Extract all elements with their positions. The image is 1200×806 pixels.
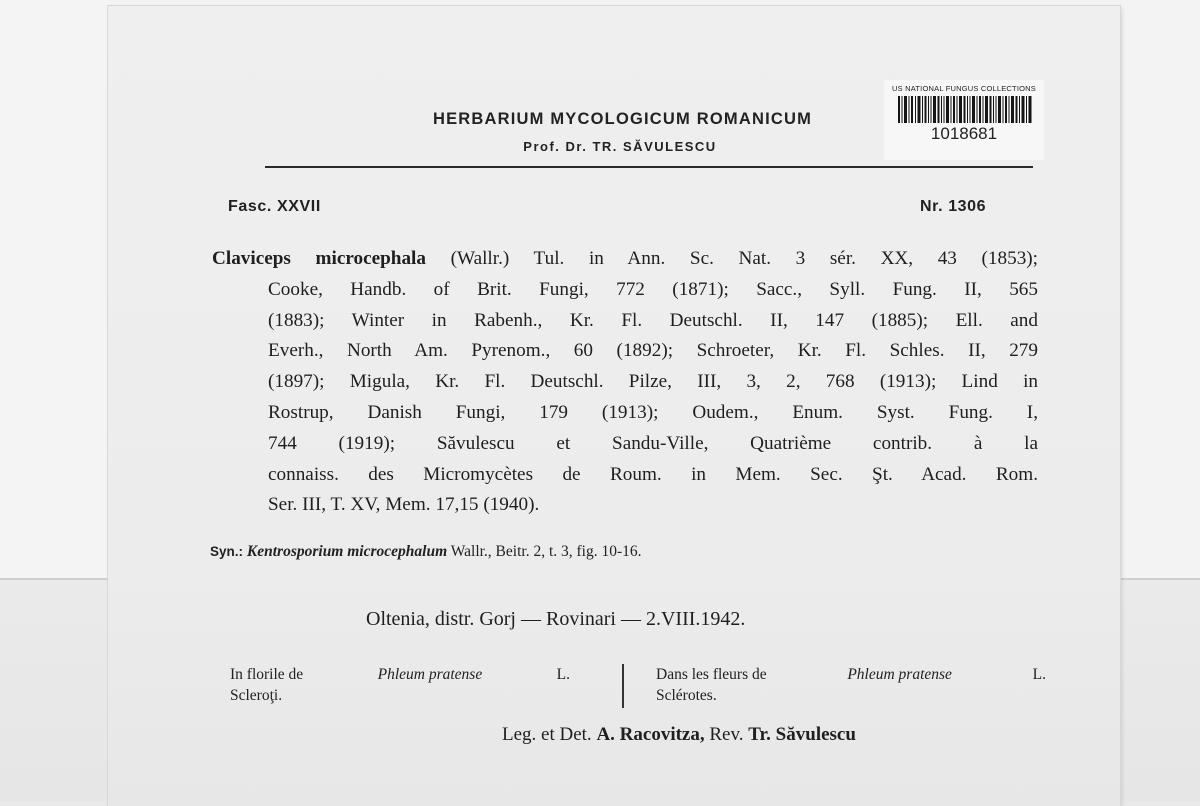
collection-locality: Oltenia, distr. Gorj — Rovinari — 2.VIII.1942.: [366, 608, 746, 630]
barcode-caption: US NATIONAL FUNGUS COLLECTIONS: [892, 84, 1036, 93]
citation-line: Rostrup, Danish Fungi, 179 (1913); Oudem., Enum. Syst. Fung. I,: [268, 401, 1038, 423]
synonym-label: Syn.:: [210, 544, 244, 559]
barcode-icon: [898, 96, 1032, 123]
host-prefix: Dans les fleurs de: [656, 666, 767, 683]
collector-prefix: Leg. et Det.: [502, 724, 592, 745]
fascicle-number: Fasc. XXVII: [228, 198, 321, 215]
citation-line: Everh., North Am. Pyrenom., 60 (1892); Schroeter, Kr. Fl. Schles. II, 279: [268, 340, 1038, 362]
host-author: L.: [556, 666, 570, 683]
citation-line: connaiss. des Micromycètes de Roum. in Mem. Sec. Şt. Acad. Rom.: [268, 463, 1038, 485]
host-row: [656, 664, 1046, 685]
host-romanian: [230, 664, 570, 706]
barcode-number: 1018681: [930, 124, 998, 143]
host-french: [656, 664, 1046, 706]
host-row: [230, 664, 570, 685]
right-background-panel: [1118, 0, 1200, 580]
synonym-line: [210, 543, 642, 561]
synonym-reference: Wallr., Beitr. 2, t. 3, fig. 10-16.: [450, 543, 642, 560]
reviser-prefix: Rev.: [709, 724, 744, 745]
collector-line: [502, 724, 856, 746]
citation-line: Cooke, Handb. of Brit. Fungi, 772 (1871); Sacc., Syll. Fung. II, 565: [268, 278, 1038, 300]
herbarium-director: Prof. Dr. TR. SĂVULESCU: [523, 139, 717, 154]
citation-authority: (Wallr.) Tul. in Ann. Sc. Nat. 3 sér. XX, 43 (1853);: [450, 248, 1039, 269]
host-part: Scleroţi.: [230, 687, 283, 704]
citation-line: Ser. III, T. XV, Mem. 17,15 (1940).: [268, 494, 540, 516]
barcode-label: [884, 80, 1044, 160]
host-plant: Phleum pratense: [847, 666, 952, 683]
host-part: Sclérotes.: [656, 687, 717, 704]
host-plant: Phleum pratense: [377, 666, 483, 683]
host-prefix: In florile de: [230, 666, 304, 683]
reviser-name: Tr. Săvulescu: [748, 724, 856, 745]
exsiccata-number: Nr. 1306: [920, 198, 987, 215]
collector-name: A. Racovitza,: [596, 724, 705, 745]
citation-line: (1883); Winter in Rabenh., Kr. Fl. Deutschl. II, 147 (1885); Ell. and: [268, 309, 1038, 331]
synonym-name: Kentrosporium microcephalum: [246, 543, 448, 560]
taxon-citation: [212, 244, 1038, 521]
citation-line-first: [212, 244, 1038, 275]
host-author: L.: [1032, 666, 1046, 683]
left-background-panel: [0, 0, 110, 580]
citation-line: 744 (1919); Săvulescu et Sandu-Ville, Quatrième contrib. à la: [268, 432, 1038, 454]
citation-line: (1897); Migula, Kr. Fl. Deutschl. Pilze, III, 3, 2, 768 (1913); Lind in: [268, 371, 1038, 393]
herbarium-title: HERBARIUM MYCOLOGICUM ROMANICUM: [432, 110, 813, 128]
taxon-name: Claviceps microcephala: [212, 248, 426, 269]
header-rule: [265, 166, 1033, 168]
column-divider: [622, 664, 624, 708]
